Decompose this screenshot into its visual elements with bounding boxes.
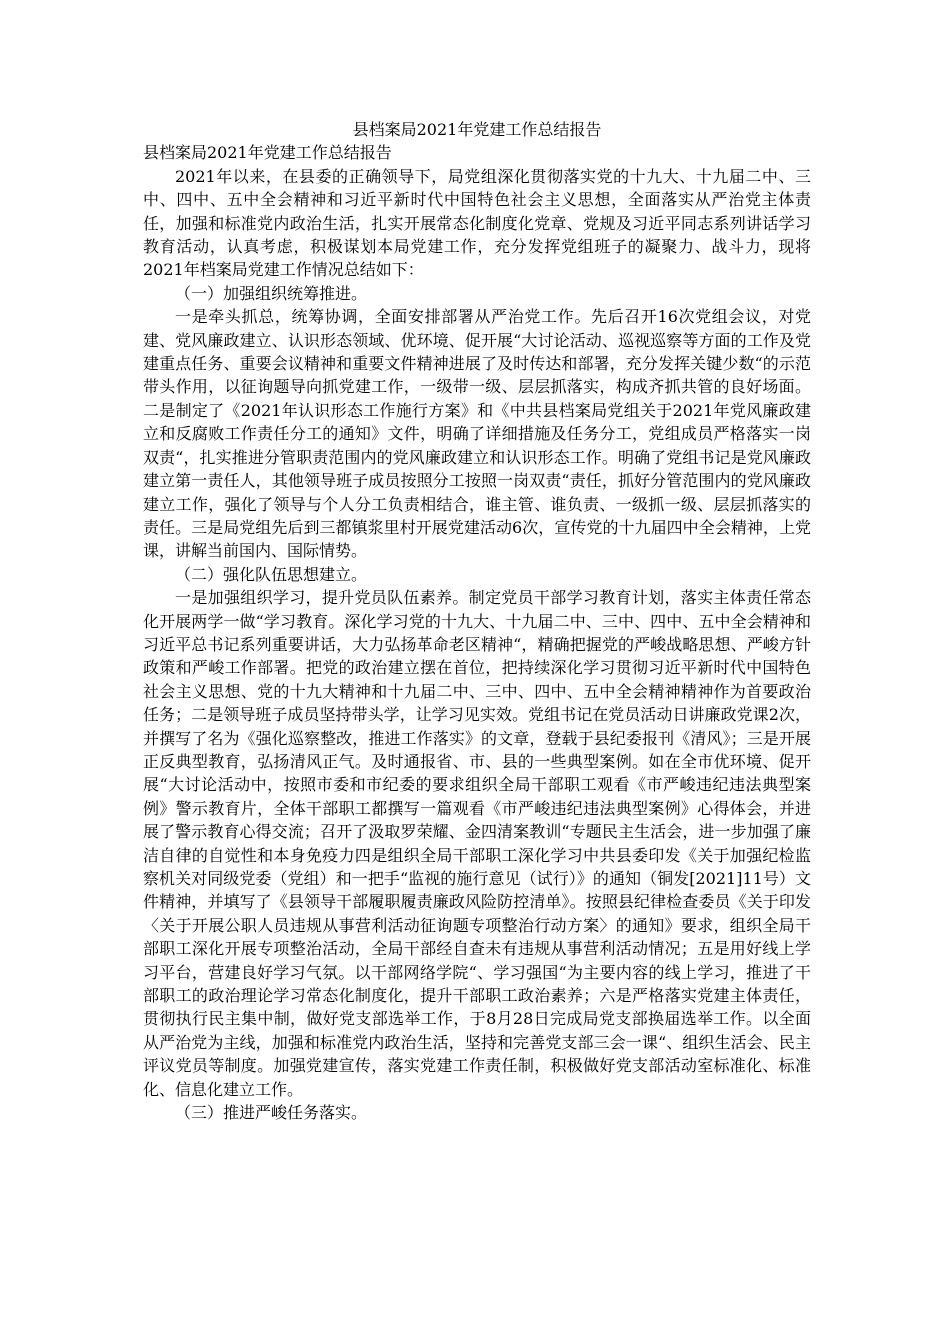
section-heading-1: （一）加强组织统筹推进。 xyxy=(175,283,368,303)
intro-paragraph: 2021年以来，在县委的正确领导下，局党组深化贯彻落实党的十九大、十九届二中、三中、四中、五中全会精神和习近平新时代中国特色社会主义思想，全面落实从严治党主体责任，加强和标准党内政治生活，扎实开展常态化制度化党章、党规及习近平同志系列讲话学习教育活动，认真考虑，积极谋划本局党建工作，充分发挥党组班子的凝聚力、战斗力，现将2021年档案局党建工作情况总结如下： xyxy=(143,166,811,280)
section-heading-3: （三）推进严峻任务落实。 xyxy=(175,1103,368,1123)
document-subtitle: 县档案局2021年党建工作总结报告 xyxy=(143,143,392,163)
section-2-paragraph: 一是加强组织学习，提升党员队伍素养。制定党员干部学习教育计划，落实主体责任常态化开展两学一做“学习教育。深化学习党的十九大、十九届二中、三中、四中、五中全会精神和习近平总书记系列重要讲话，大力弘扬革命老区精神“，精确把握党的严峻战略思想、严峻方针政策和严峻工作部署。把党的政治建立摆在首位，把持续深化学习贯彻习近平新时代中国特色社会主义思想、党的十九大精神和十九届二中、三中、四中、五中全会精神精神作为首要政治任务；二是领导班子成员坚持带头学，让学习见实效。党组书记在党员活动日讲廉政党课2次，并撰写了名为《强化巡察整改，推进工作落实》的文章，登载于县纪委报刊《清风》；三是开展正反典型教育，弘扬清风正气。及时通报省、市、县的一些典型案例。如在全市优环境、促开展“大讨论活动中，按照市委和市纪委的要求组织全局干部职工观看《市严峻违纪违法典型案例》警示教育片，全体干部职工都撰写一篇观看《市严峻违纪违法典型案例》心得体会，并进展了警示教育心得交流；召开了汲取罗荣耀、金四清案教训“专题民主生活会，进一步加强了廉洁自律的自觉性和本身免疫力四是组织全局干部职工深化学习中共县委印发《关于加强纪检监察机关对同级党委（党组）和一把手“监视的施行意见（试行）》的通知（铜发[2021]11号）文件精神，并填写了《县领导干部履职履责廉政风险防控清单》。按照县纪律检查委员《关于印发〈关于开展公职人员违规从事营利活动征询题专项整治行动方案〉的通知》要求，组织全局干部职工深化开展专项整治活动，全局干部经自查未有违规从事营利活动情况；五是用好线上学习平台，营建良好学习气氛。以干部网络学院“、学习强国“为主要内容的线上学习，推进了干部职工的政治理论学习常态化制度化，提升干部职工政治素养；六是严格落实党建主体责任，贯彻执行民主集中制，做好党支部选举工作，于8月28日完成局党支部换届选举工作。以全面从严治党为主线，加强和标准党内政治生活，坚持和完善党支部三会一课“、组织生活会、民主评议党员等制度。加强党建宣传，落实党建工作责任制，积极做好党支部活动室标准化、标准化、信息化建立工作。 xyxy=(143,588,811,1099)
document-page xyxy=(143,118,811,1124)
section-1-paragraph: 一是牵头抓总，统筹协调，全面安排部署从严治党工作。先后召开16次党组会议，对党建、党风廉政建立、认识形态领域、优环境、促开展“大讨论活动、巡视巡察等方面的工作及党建重点任务、重要会议精神和重要文件精神进展了及时传达和部署，充分发挥关键少数“的示范带头作用，以征询题导向抓党建工作，一级带一级、层层抓落实，构成齐抓共管的良好场面。二是制定了《2021年认识形态工作施行方案》和《中共县档案局党组关于2021年党风廉政建立和反腐败工作责任分工的通知》文件，明确了详细措施及任务分工，党组成员严格落实一岗双责“，扎实推进分管职责范围内的党风廉政建立和认识形态工作。明确了党组书记是党风廉政建立第一责任人，其他领导班子成员按照分工按照一岗双责“责任，抓好分管范围内的党风廉政建立工作，强化了领导与个人分工负责相结合，谁主管、谁负责、一级抓一级、层层抓落实的责任。三是局党组先后到三都镇浆里村开展党建活动6次，宣传党的十九届四中全会精神，上党课，讲解当前国内、国际情势。 xyxy=(143,307,811,561)
document-title: 县档案局2021年党建工作总结报告 xyxy=(352,120,602,139)
section-heading-2: （二）强化队伍思想建立。 xyxy=(175,564,368,584)
